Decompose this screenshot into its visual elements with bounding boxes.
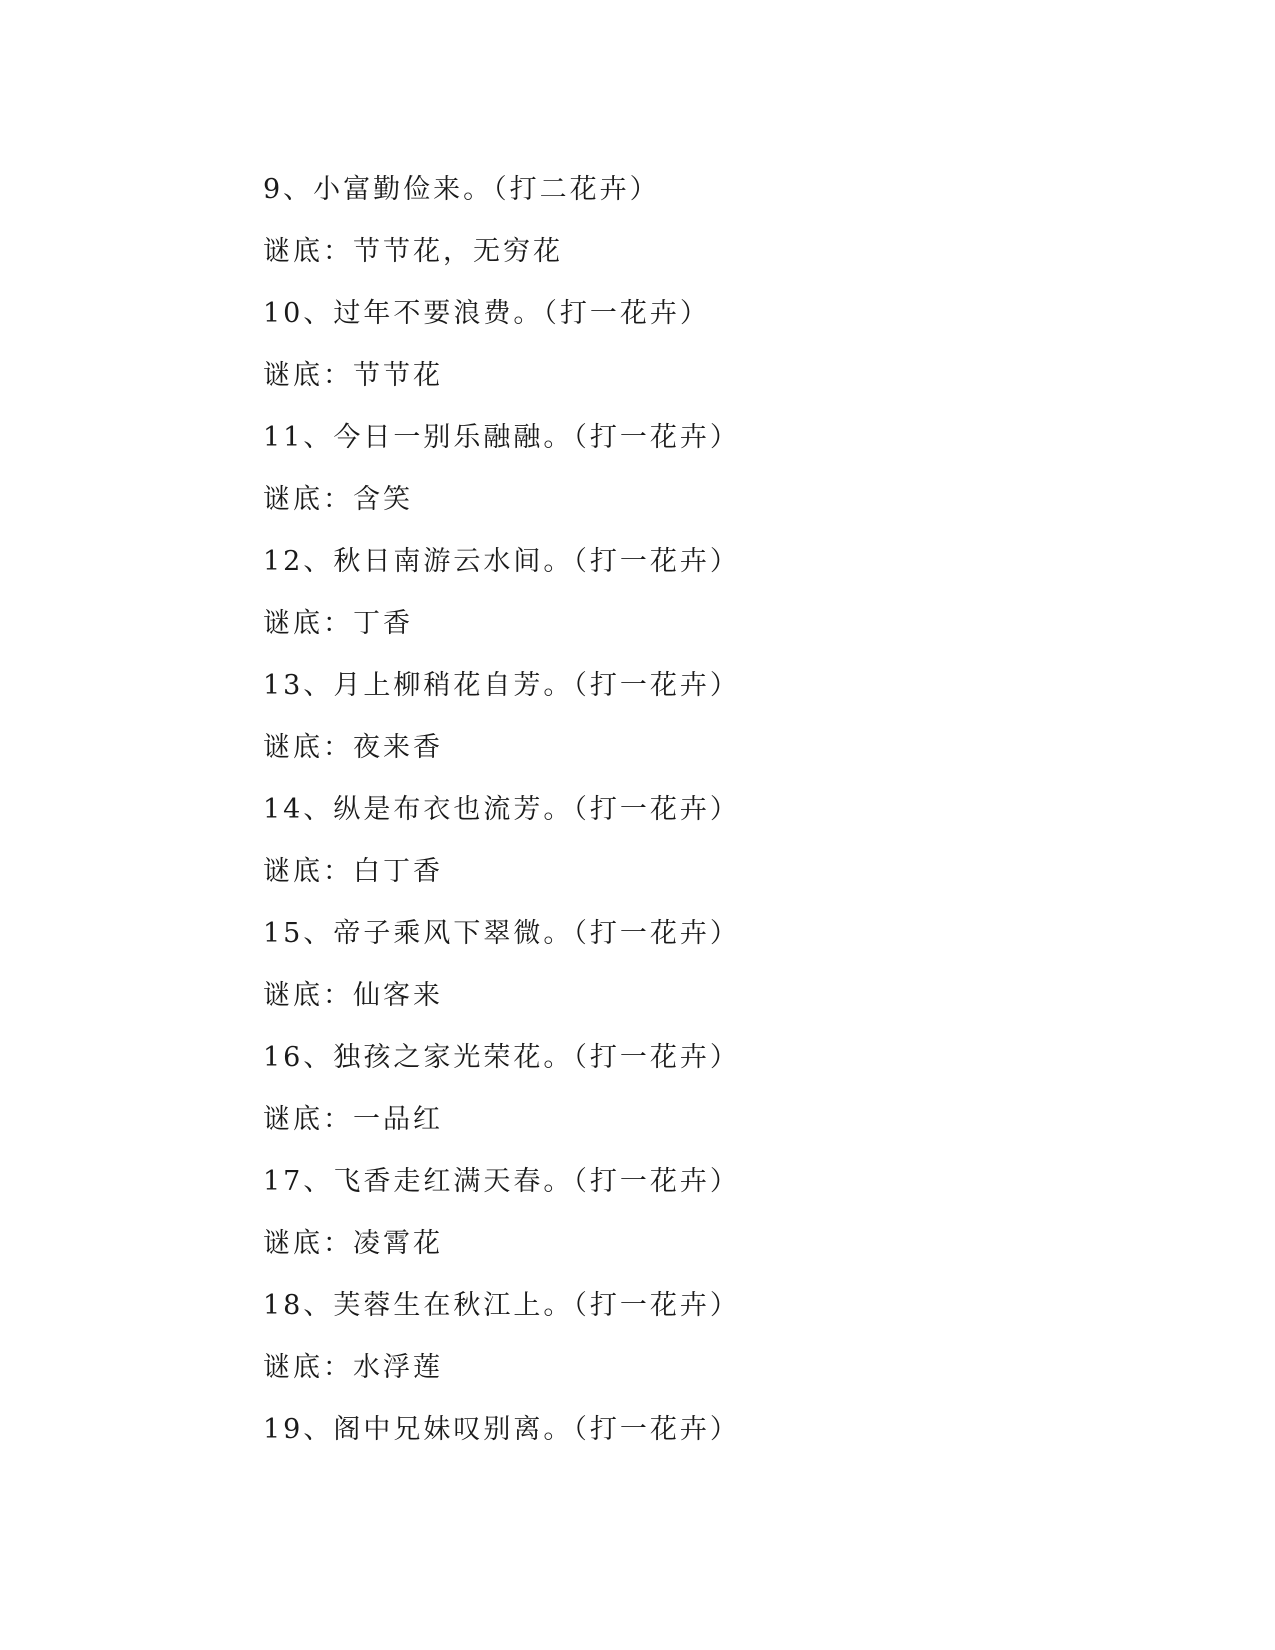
riddle-answer: 谜底：水浮莲 [263,1352,443,1383]
riddle-question: 16、独孩之家光荣花。（打一花卉） [263,1042,740,1073]
riddle-question: 10、过年不要浪费。（打一花卉） [263,298,710,329]
riddle-question: 18、芙蓉生在秋江上。（打一花卉） [263,1290,740,1321]
riddle-question: 19、阁中兄妹叹别离。（打一花卉） [263,1414,740,1445]
riddle-answer: 谜底：含笑 [263,484,413,515]
riddle-question: 9、小富勤俭来。（打二花卉） [263,174,660,205]
riddle-answer: 谜底：节节花，无穷花 [263,236,563,267]
riddle-answer: 谜底：夜来香 [263,732,443,763]
riddle-answer: 谜底：白丁香 [263,856,443,887]
riddle-question: 13、月上柳稍花自芳。（打一花卉） [263,670,740,701]
riddle-answer: 谜底：仙客来 [263,980,443,1011]
riddle-list [263,167,1163,1469]
riddle-question: 17、飞香走红满天春。（打一花卉） [263,1166,740,1197]
riddle-question: 11、今日一别乐融融。（打一花卉） [263,422,740,453]
riddle-answer: 谜底：一品红 [263,1104,443,1135]
riddle-question: 14、纵是布衣也流芳。（打一花卉） [263,794,740,825]
riddle-question: 15、帝子乘风下翠微。（打一花卉） [263,918,740,949]
riddle-question: 12、秋日南游云水间。（打一花卉） [263,546,740,577]
riddle-answer: 谜底：丁香 [263,608,413,639]
riddle-answer: 谜底：凌霄花 [263,1228,443,1259]
riddle-answer: 谜底：节节花 [263,360,443,391]
